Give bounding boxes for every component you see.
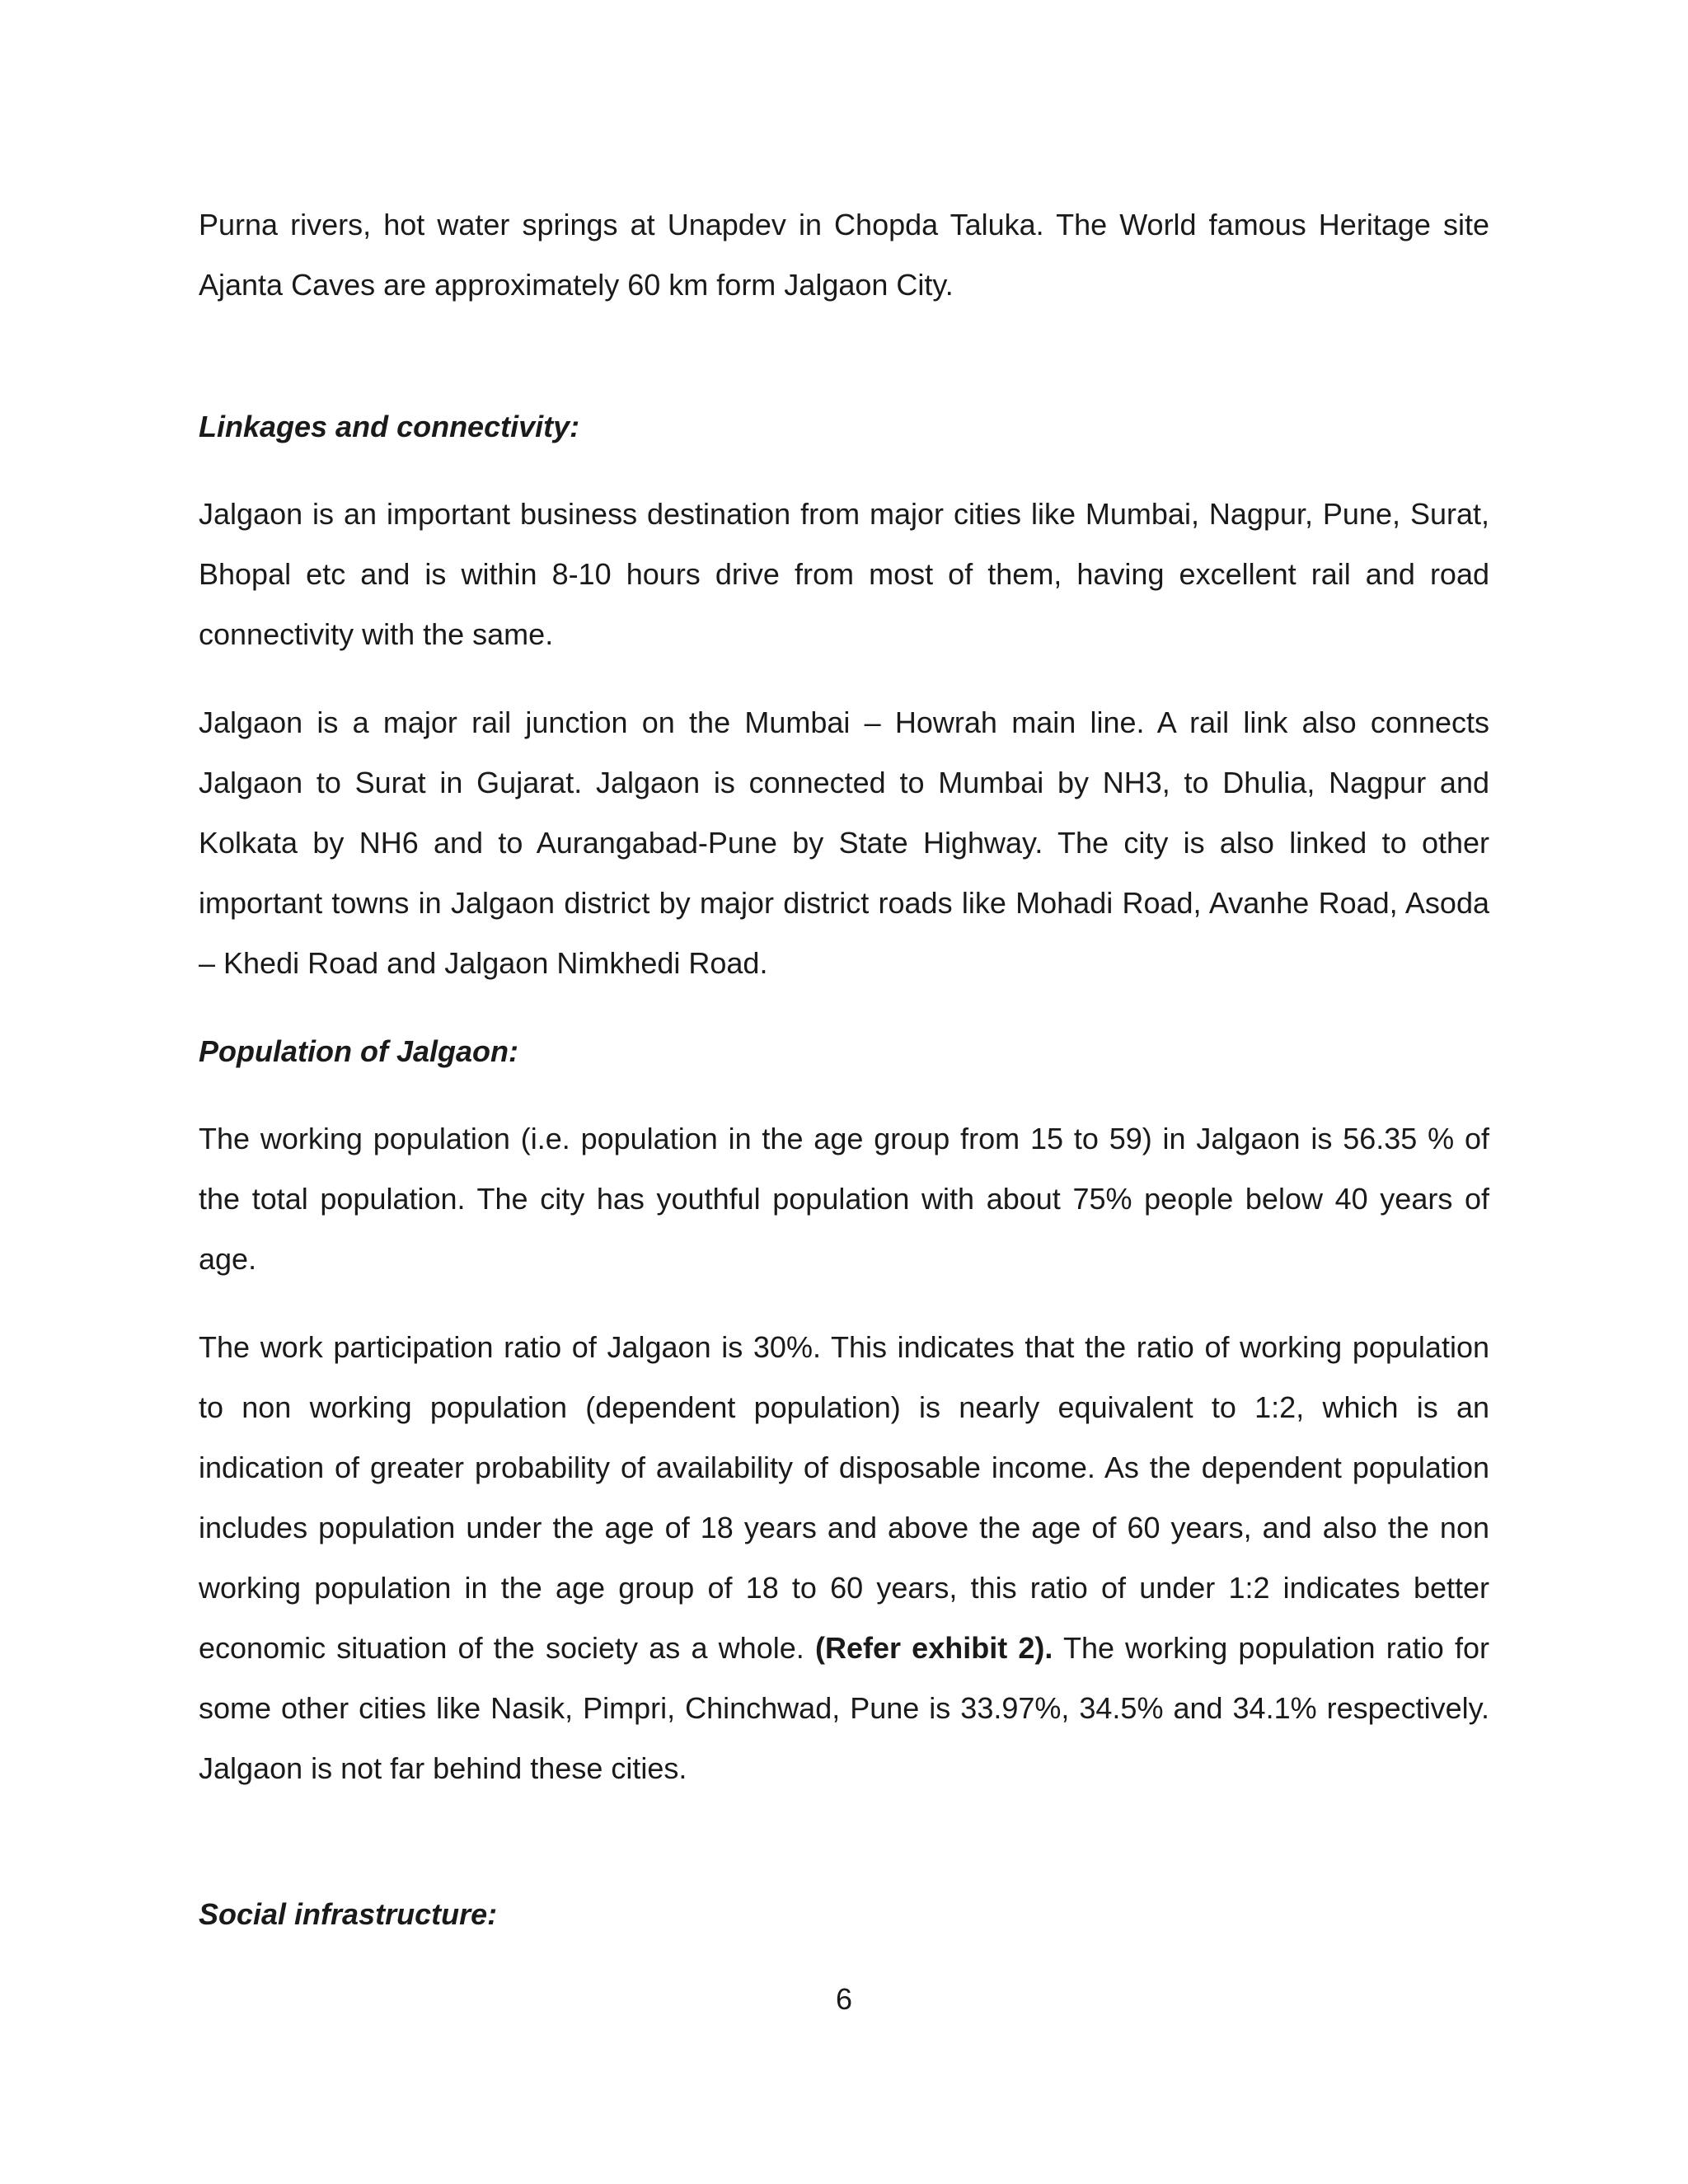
section-heading-linkages: Linkages and connectivity: [199, 410, 580, 443]
page-number: 6 [835, 1982, 853, 2016]
page-body [199, 194, 1489, 1944]
population-paragraph-1: The working population (i.e. population in the age group from 15 to 59) in Jalgaon is 56.35 % of the total population. The city has youthful population with about 75% people below 40 years of age. [199, 1122, 1489, 1276]
section-heading-population: Population of Jalgaon: [199, 1034, 518, 1068]
section-heading-social: Social infrastructure: [199, 1897, 498, 1931]
population-paragraph-2-part-a: The work participation ratio of Jalgaon is 30%. This indicates that the ratio of working population to non working population (dependent population) is nearly equivalent to 1:2, which is an indication of greater probability of availability of disposable income. As the dependent population includes population under the age of 18 years and above the age of 60 years, and also the non working population in the age group of 18 to 60 years, this ratio of under 1:2 indicates better economic situation of the society as a whole. [199, 1330, 1489, 1665]
population-paragraph-2 [199, 1317, 1489, 1798]
intro-paragraph: Purna rivers, hot water springs at Unapdev in Chopda Taluka. The World famous Heritage site Ajanta Caves are approximately 60 km form Jalgaon City. [199, 208, 1489, 302]
linkages-paragraph-1: Jalgaon is an important business destination from major cities like Mumbai, Nagpur, Pune, Surat, Bhopal etc and is within 8-10 hours drive from most of them, having excellent rail and road connectivity with the same. [199, 497, 1489, 651]
exhibit-reference: (Refer exhibit 2). [814, 1631, 1053, 1665]
population-paragraph-2-part-b: The working population ratio for some other cities like Nasik, Pimpri, Chinchwad, Pune is 33.97%, 34.5% and 34.1% respectively. Jalgaon is not far behind these cities. [199, 1631, 1490, 1785]
linkages-paragraph-2: Jalgaon is a major rail junction on the Mumbai – Howrah main line. A rail link also connects Jalgaon to Surat in Gujarat. Jalgaon is connected to Mumbai by NH3, to Dhulia, Nagpur and Kolkata by NH6 and to Aurangabad-Pune by State Highway. The city is also linked to other important towns in Jalgaon district by major district roads like Mohadi Road, Avanhe Road, Asoda – Khedi Road and Jalgaon Nimkhedi Road. [199, 705, 1489, 980]
